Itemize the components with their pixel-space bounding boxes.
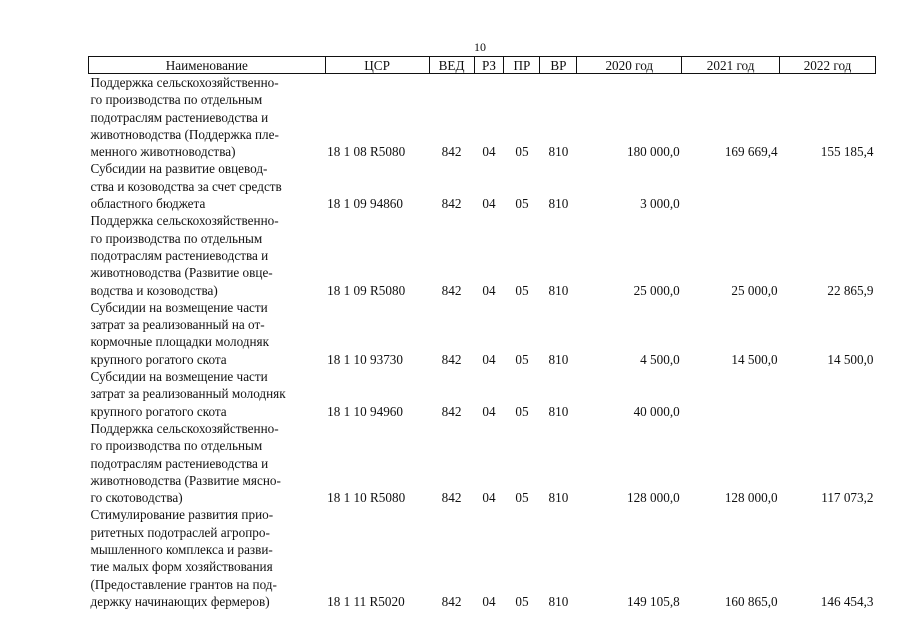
row-pr: 05: [515, 403, 529, 419]
row-2022-value: [780, 368, 876, 420]
row-csr: 18 1 11 R5020: [327, 593, 405, 609]
row-ved: 842: [441, 196, 462, 212]
row-2022-value: 146 454,3: [820, 593, 874, 609]
row-name: Субсидии на развитие овцевод- ства и козоводства за счет средств областного бюджета: [90, 161, 282, 212]
row-vr: 810: [548, 144, 569, 160]
row-pr: 05: [515, 593, 529, 609]
row-2020-value: 40 000,0: [633, 403, 680, 419]
row-2020-value: 3 000,0: [640, 196, 680, 212]
row-rz: 04: [482, 282, 496, 298]
row-vr: 810: [548, 490, 569, 506]
table-header-row: [89, 57, 876, 74]
row-2021-value: [682, 368, 780, 420]
table-row: [89, 160, 876, 212]
row-pr: 05: [515, 490, 529, 506]
budget-table: [88, 56, 876, 610]
row-csr: 18 1 10 R5080: [327, 490, 406, 506]
row-name: Поддержка сельскохозяйственно- го производства по отдельным подотраслям растениеводства и животноводства (Поддержка пле- менного животноводства): [90, 75, 279, 160]
header-rz: РЗ: [474, 57, 504, 74]
row-name: Поддержка сельскохозяйственно- го производства по отдельным подотраслям растениеводства и животноводства (Развитие мясно- го скотоводства): [90, 420, 281, 506]
row-2022-value: 14 500,0: [827, 351, 874, 367]
row-ved: 842: [441, 144, 462, 160]
header-2022: 2022 год: [780, 57, 876, 74]
row-ved: 842: [441, 593, 462, 609]
row-2020-value: 128 000,0: [626, 490, 680, 506]
row-rz: 04: [482, 403, 496, 419]
table-row: [89, 299, 876, 368]
row-ved: 842: [441, 490, 462, 506]
row-2021-value: [682, 160, 780, 212]
table-row: [89, 74, 876, 161]
row-2021-value: 169 669,4: [724, 144, 778, 160]
row-rz: 04: [482, 351, 496, 367]
row-pr: 05: [515, 144, 529, 160]
row-vr: 810: [548, 196, 569, 212]
header-2020: 2020 год: [577, 57, 682, 74]
row-name: Субсидии на возмещение части затрат за реализованный молодняк крупного рогатого скота: [90, 369, 286, 419]
row-2020-value: 180 000,0: [626, 144, 680, 160]
row-2021-value: 14 500,0: [731, 351, 778, 367]
header-name: Наименование: [89, 57, 326, 74]
header-2021: 2021 год: [682, 57, 780, 74]
row-rz: 04: [482, 144, 496, 160]
row-csr: 18 1 10 94960: [327, 403, 403, 419]
row-2021-value: 128 000,0: [724, 490, 778, 506]
page-number: 10: [474, 40, 486, 54]
row-pr: 05: [515, 196, 529, 212]
row-2020-value: 149 105,8: [626, 593, 680, 609]
row-ved: 842: [441, 403, 462, 419]
table-row: [89, 420, 876, 506]
row-rz: 04: [482, 593, 496, 609]
row-vr: 810: [548, 351, 569, 367]
row-name: Поддержка сельскохозяйственно- го производства по отдельным подотраслям растениеводства и животноводства (Развитие овце- водства и козоводства): [90, 213, 279, 298]
row-2020-value: 4 500,0: [640, 351, 680, 367]
header-ved: ВЕД: [429, 57, 474, 74]
row-ved: 842: [441, 282, 462, 298]
row-csr: 18 1 10 93730: [327, 351, 403, 367]
table-row: [89, 212, 876, 298]
row-2022-value: [780, 160, 876, 212]
row-2022-value: 22 865,9: [827, 282, 874, 298]
row-2022-value: 117 073,2: [821, 490, 874, 506]
row-name: Субсидии на возмещение части затрат за реализованный на от- кормочные площадки молодняк крупного рогатого скота: [90, 299, 270, 367]
row-name: Стимулирование развития прио- ритетных подотраслей агропро- мышленного комплекса и разви- тие малых форм хозяйствования (Предоставление грантов на под- держку начинающих фермеров): [90, 507, 277, 609]
row-csr: 18 1 09 94860: [327, 196, 403, 212]
row-pr: 05: [515, 282, 529, 298]
row-rz: 04: [482, 196, 496, 212]
row-2020-value: 25 000,0: [633, 282, 680, 298]
table-row: [89, 506, 876, 610]
header-vr: ВР: [540, 57, 577, 74]
row-csr: 18 1 08 R5080: [327, 144, 406, 160]
row-pr: 05: [515, 351, 529, 367]
header-csr: ЦСР: [325, 57, 429, 74]
table-body: [89, 74, 876, 611]
row-2022-value: 155 185,4: [820, 144, 874, 160]
row-ved: 842: [441, 351, 462, 367]
row-vr: 810: [548, 282, 569, 298]
row-rz: 04: [482, 490, 496, 506]
header-pr: ПР: [504, 57, 540, 74]
row-vr: 810: [548, 403, 569, 419]
row-vr: 810: [548, 593, 569, 609]
row-2021-value: 25 000,0: [731, 282, 778, 298]
table-row: [89, 368, 876, 420]
row-2021-value: 160 865,0: [724, 593, 778, 609]
row-csr: 18 1 09 R5080: [327, 282, 406, 298]
